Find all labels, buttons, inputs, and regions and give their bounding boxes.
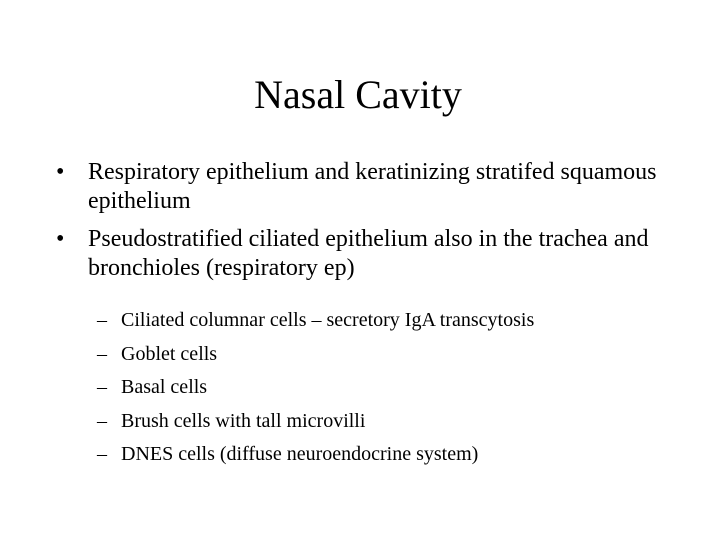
- sub-bullet-item: [97, 309, 697, 332]
- dash-marker: –: [97, 376, 107, 398]
- bullet-marker: •: [56, 226, 65, 252]
- sub-bullet-item: [97, 410, 697, 433]
- sub-bullet-text: Brush cells with tall microvilli: [121, 409, 366, 432]
- bullet-list: [56, 158, 696, 292]
- slide-title: Nasal Cavity: [254, 72, 462, 117]
- sub-bullet-text: DNES cells (diffuse neuroendocrine system): [121, 443, 479, 465]
- dash-marker: –: [97, 409, 107, 432]
- dash-marker: –: [97, 309, 107, 331]
- dash-marker: –: [97, 342, 107, 365]
- bullet-text: Respiratory epithelium and keratinizing stratifed squamous epithelium: [88, 159, 657, 214]
- bullet-marker: •: [56, 159, 65, 185]
- dash-marker: –: [97, 443, 107, 465]
- sub-bullet-item: [97, 443, 697, 466]
- bullet-text: Pseudostratified ciliated epithelium also in the trachea and bronchioles (respiratory ep): [88, 226, 649, 281]
- sub-bullet-text: Ciliated columnar cells – secretory IgA transcytosis: [121, 309, 535, 331]
- sub-bullet-text: Basal cells: [121, 376, 208, 398]
- sub-bullet-item: [97, 343, 697, 366]
- bullet-item: [56, 158, 696, 216]
- sub-bullet-item: [97, 376, 697, 399]
- sub-bullet-list: [97, 309, 697, 477]
- bullet-item: [56, 225, 696, 283]
- sub-bullet-text: Goblet cells: [121, 342, 218, 365]
